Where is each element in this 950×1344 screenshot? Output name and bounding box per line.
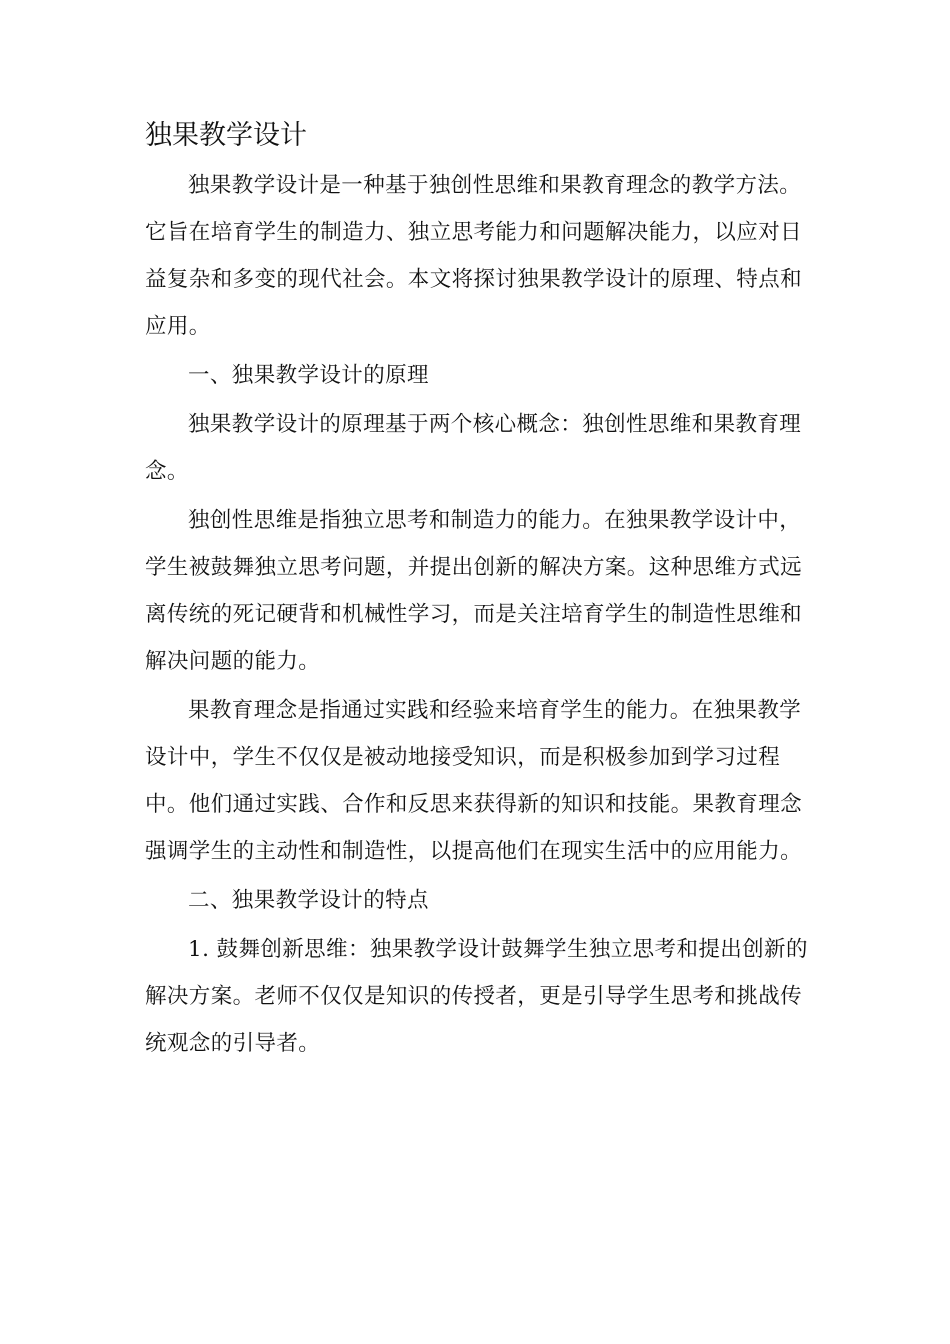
principles-paragraph-1: 独果教学设计的原理基于两个核心概念：独创性思维和果教育理念。 bbox=[145, 412, 802, 484]
section-heading-principles: 一、独果教学设计的原理 bbox=[188, 363, 429, 388]
document-title: 独果教学设计 bbox=[145, 120, 307, 151]
features-item-1: 1. 鼓舞创新思维：独果教学设计鼓舞学生独立思考和提出创新的解决方案。老师不仅仅是知识的传授者，更是引导学生思考和挑战传统观念的引导者。 bbox=[145, 937, 808, 1056]
section-heading-features: 二、独果教学设计的特点 bbox=[188, 888, 429, 913]
principles-paragraph-3: 果教育理念是指通过实践和经验来培育学生的能力。在独果教学设计中，学生不仅仅是被动地接受知识，而是积极参加到学习过程中。他们通过实践、合作和反思来获得新的知识和技能。果教育理念强调学生的主动性和制造性，以提高他们在现实生活中的应用能力。 bbox=[145, 698, 803, 864]
document-body bbox=[145, 118, 810, 1069]
principles-paragraph-2: 独创性思维是指独立思考和制造力的能力。在独果教学设计中，学生被鼓舞独立思考问题，并提出创新的解决方案。这种思维方式远离传统的死记硬背和机械性学习，而是关注培育学生的制造性思维和解决问题的能力。 bbox=[145, 508, 803, 674]
intro-paragraph: 独果教学设计是一种基于独创性思维和果教育理念的教学方法。它旨在培育学生的制造力、独立思考能力和问题解决能力，以应对日益复杂和多变的现代社会。本文将探讨独果教学设计的原理、特点和应用。 bbox=[145, 173, 803, 339]
